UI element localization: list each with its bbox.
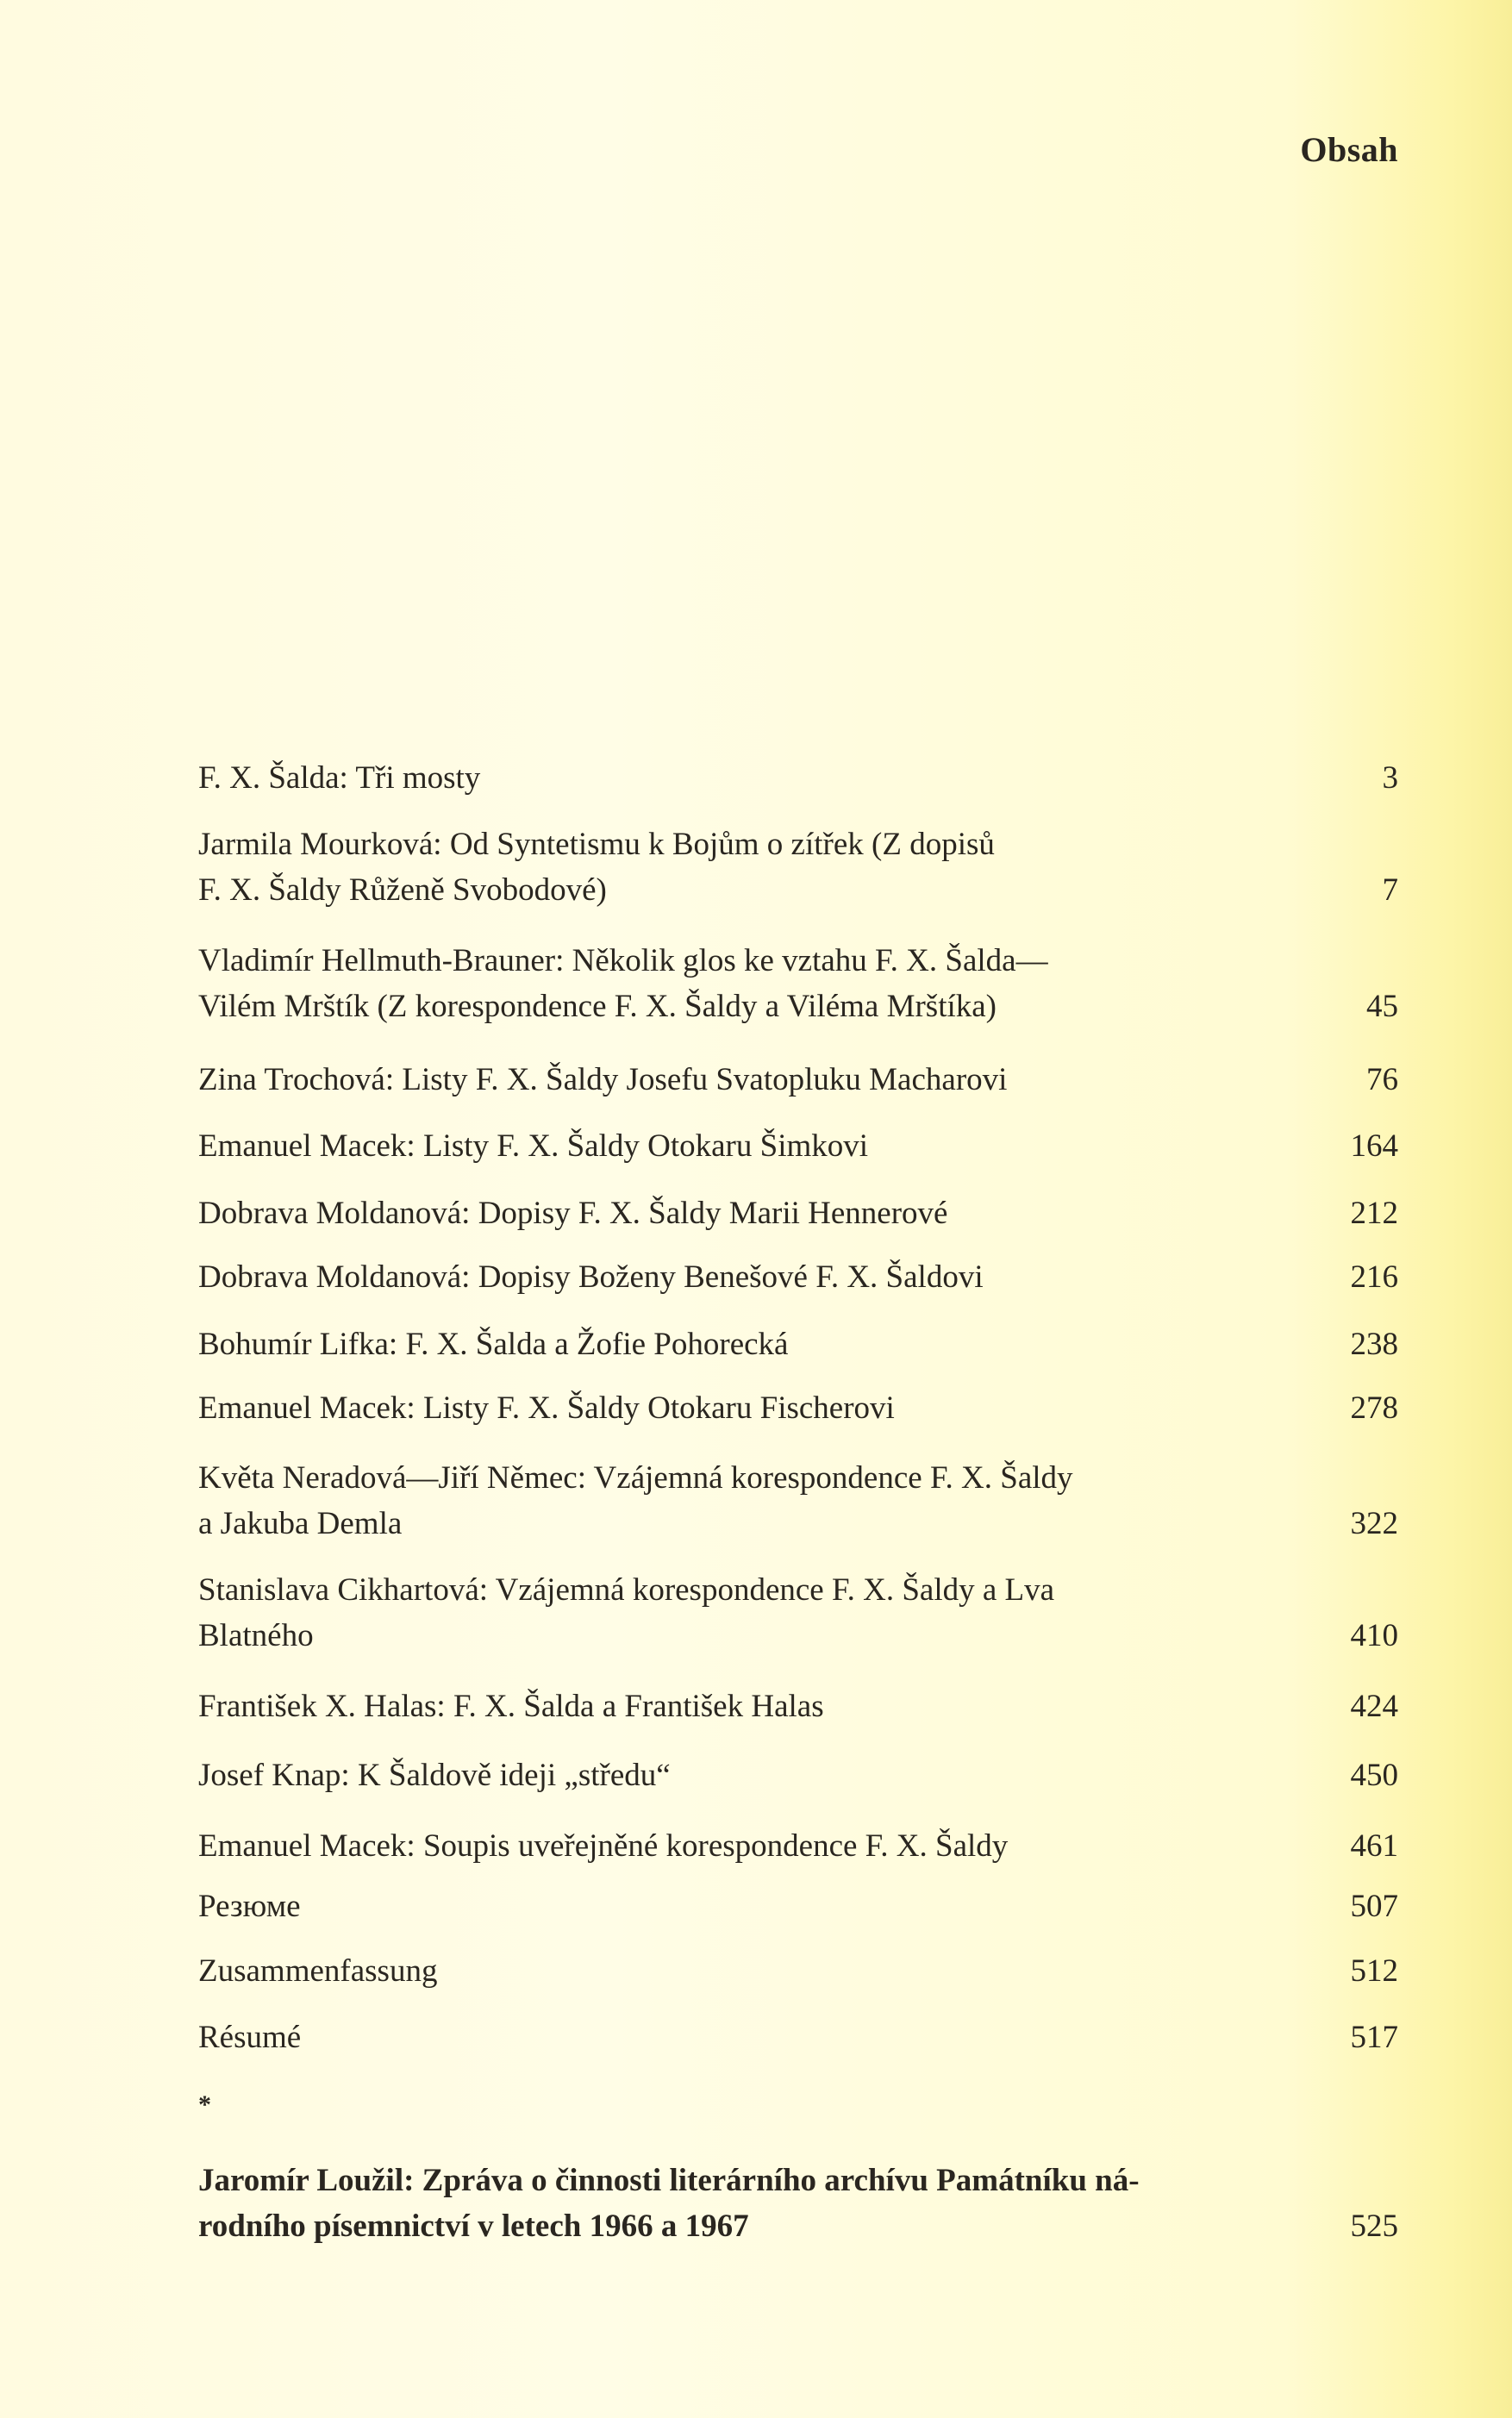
entry-page-number: 3 bbox=[1382, 760, 1398, 796]
page-title: Obsah bbox=[1300, 130, 1398, 169]
entry-title-line: Dobrava Moldanová: Dopisy Boženy Benešové F. X. Šaldovi bbox=[198, 1259, 984, 1295]
entry-title-line: Bohumír Lifka: F. X. Šalda a Žofie Pohorecká bbox=[198, 1327, 789, 1362]
entry-page-number: 322 bbox=[1350, 1506, 1398, 1541]
entry-title-line: Vladimír Hellmuth-Brauner: Několik glos ke vztahu F. X. Šalda— bbox=[198, 943, 1048, 978]
section-separator-asterisk: * bbox=[198, 2090, 211, 2119]
toc-entry[interactable] bbox=[198, 822, 1398, 913]
toc-entry[interactable] bbox=[198, 1948, 1398, 1994]
entry-page-number: 525 bbox=[1350, 2209, 1398, 2244]
entry-title-line: Emanuel Macek: Soupis uveřejněné korespondence F. X. Šaldy bbox=[198, 1828, 1009, 1864]
toc-entry[interactable] bbox=[198, 1385, 1398, 1431]
toc-entry[interactable] bbox=[198, 2015, 1398, 2060]
entry-page-number: 512 bbox=[1350, 1953, 1398, 1989]
toc-entry-appendix[interactable] bbox=[198, 2158, 1398, 2249]
toc-entry[interactable] bbox=[198, 1884, 1398, 1929]
entry-page-number: 164 bbox=[1350, 1128, 1398, 1164]
toc-entry[interactable] bbox=[198, 1254, 1398, 1300]
entry-page-number: 216 bbox=[1350, 1259, 1398, 1295]
entry-title-line: Emanuel Macek: Listy F. X. Šaldy Otokaru Fischerovi bbox=[198, 1390, 895, 1426]
entry-title-line: Stanislava Cikhartová: Vzájemná korespondence F. X. Šaldy a Lva bbox=[198, 1572, 1055, 1608]
toc-entry[interactable] bbox=[198, 1684, 1398, 1729]
entry-title-line: F. X. Šaldy Růženě Svobodové) bbox=[198, 872, 607, 908]
entry-title-line: Jarmila Mourková: Od Syntetismu k Bojům o zítřek (Z dopisů bbox=[198, 827, 995, 862]
entry-title-line: Резюме bbox=[198, 1889, 301, 1924]
toc-entry[interactable] bbox=[198, 938, 1398, 1029]
entry-title-line: Zina Trochová: Listy F. X. Šaldy Josefu Svatopluku Macharovi bbox=[198, 1062, 1008, 1097]
toc-entry[interactable] bbox=[198, 1057, 1398, 1103]
entry-page-number: 517 bbox=[1350, 2020, 1398, 2055]
entry-title-line: F. X. Šalda: Tři mosty bbox=[198, 760, 481, 796]
toc-entry[interactable] bbox=[198, 1567, 1398, 1659]
entry-title-line: Emanuel Macek: Listy F. X. Šaldy Otokaru Šimkovi bbox=[198, 1128, 869, 1164]
entry-title-line: Květa Neradová—Jiří Němec: Vzájemná korespondence F. X. Šaldy bbox=[198, 1460, 1073, 1496]
entry-page-number: 424 bbox=[1350, 1689, 1398, 1724]
toc-entry[interactable] bbox=[198, 1753, 1398, 1798]
entry-page-number: 507 bbox=[1350, 1889, 1398, 1924]
entry-page-number: 45 bbox=[1366, 989, 1398, 1024]
entry-title-line: a Jakuba Demla bbox=[198, 1506, 403, 1541]
toc-entry[interactable] bbox=[198, 755, 1398, 801]
entry-title-line: rodního písemnictví v letech 1966 a 1967 bbox=[198, 2209, 749, 2244]
entry-title-line: František X. Halas: F. X. Šalda a František Halas bbox=[198, 1689, 824, 1724]
toc-entry[interactable] bbox=[198, 1123, 1398, 1169]
toc-entry[interactable] bbox=[198, 1823, 1398, 1869]
entry-title-line: Vilém Mrštík (Z korespondence F. X. Šaldy a Viléma Mrštíka) bbox=[198, 989, 997, 1024]
entry-title-line: Dobrava Moldanová: Dopisy F. X. Šaldy Marii Hennerové bbox=[198, 1196, 948, 1231]
entry-title-line: Blatného bbox=[198, 1618, 314, 1653]
toc-entry[interactable] bbox=[198, 1455, 1398, 1546]
entry-page-number: 212 bbox=[1350, 1196, 1398, 1231]
toc-entry[interactable] bbox=[198, 1321, 1398, 1367]
entry-page-number: 450 bbox=[1350, 1758, 1398, 1793]
entry-page-number: 461 bbox=[1350, 1828, 1398, 1864]
entry-page-number: 238 bbox=[1350, 1327, 1398, 1362]
entry-page-number: 76 bbox=[1366, 1062, 1398, 1097]
entry-page-number: 278 bbox=[1350, 1390, 1398, 1426]
entry-title-line: Zusammenfassung bbox=[198, 1953, 438, 1989]
entry-title-line: Josef Knap: K Šaldově ideji „středu“ bbox=[198, 1758, 671, 1793]
entry-title-line: Jaromír Loužil: Zpráva o činnosti literárního archívu Památníku ná- bbox=[198, 2163, 1140, 2198]
toc-entry[interactable] bbox=[198, 1190, 1398, 1236]
entry-page-number: 410 bbox=[1350, 1618, 1398, 1653]
entry-title-line: Résumé bbox=[198, 2020, 302, 2055]
entry-page-number: 7 bbox=[1382, 872, 1398, 908]
